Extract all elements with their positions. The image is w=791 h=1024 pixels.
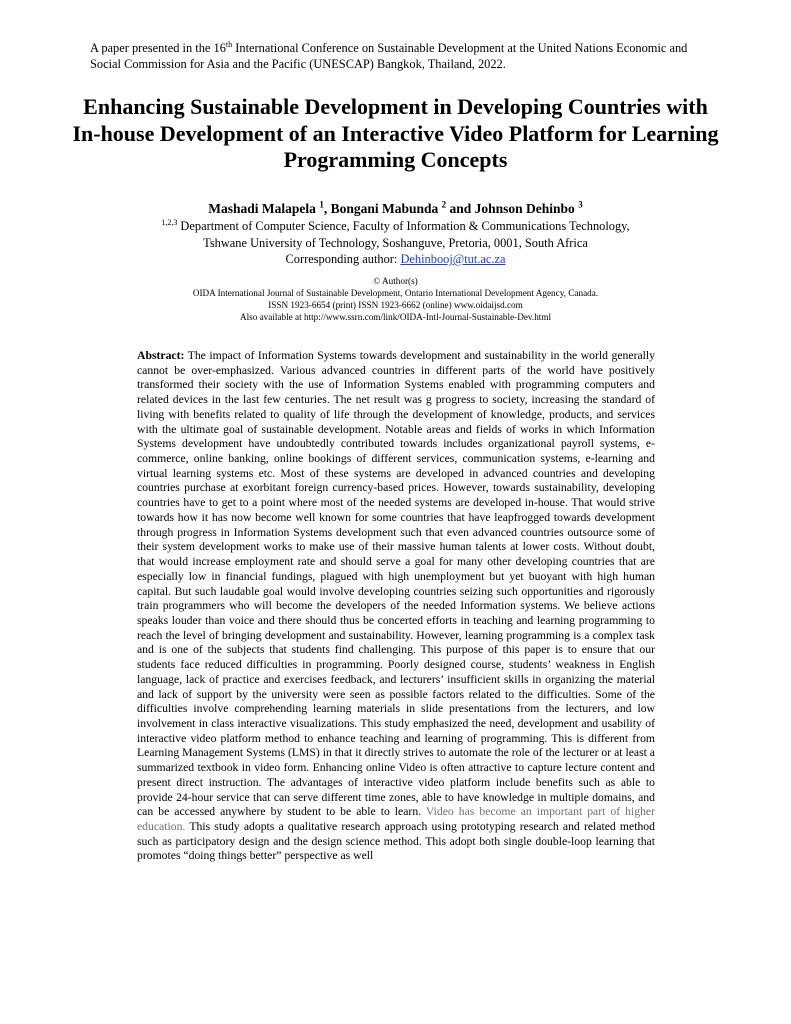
author-1: Mashadi Malapela	[208, 201, 316, 216]
issn-line: ISSN 1923-6654 (print) ISSN 1923-6662 (online) www.oidaijsd.com	[268, 300, 523, 310]
abstract	[137, 349, 655, 864]
availability-line: Also available at http://www.ssrn.com/link/OIDA-Intl-Journal-Sustainable-Dev.html	[239, 312, 552, 322]
author-list	[70, 200, 721, 217]
journal-info	[70, 275, 721, 323]
affiliation-line-1	[70, 218, 721, 235]
conference-note-ordinal: th	[225, 39, 233, 49]
conference-note-post: International Conference on Sustainable Development at the United Nations Economic and Social Commission for Asia and the Pacific (UNESCAP) Bangkok, Thailand, 2022.	[90, 41, 688, 71]
affiliation-marks: 1,2,3	[161, 217, 178, 227]
affiliation-line-2: Tshwane University of Technology, Soshanguve, Pretoria, 0001, South Africa	[203, 235, 588, 250]
affiliation-department: Department of Computer Science, Faculty of Information & Communications Technology,	[177, 219, 630, 233]
copyright-line: © Author(s)	[373, 276, 418, 286]
journal-name-line: OIDA International Journal of Sustainable Development, Ontario International Development Agency, Canada.	[192, 288, 599, 298]
conference-note-pre: A paper presented in the 16	[90, 41, 226, 55]
author-2-affil-mark: 2	[441, 199, 447, 210]
author-separator: ,	[323, 201, 331, 216]
corresponding-author-label: Corresponding author:	[285, 252, 401, 266]
affiliation	[70, 218, 721, 268]
conference-note	[90, 40, 710, 72]
paper-title: Enhancing Sustainable Development in Developing Countries with In-house Development of an Interactive Video Platform for Learning Programming Concepts	[72, 94, 719, 172]
author-2: Bongani Mabunda	[330, 201, 439, 216]
corresponding-author-email-link[interactable]: Dehinbooj@tut.ac.za	[400, 252, 506, 266]
corresponding-author	[70, 251, 721, 268]
abstract-gray-sentence: Video has become an important part of higher education.	[137, 805, 655, 833]
abstract-body: The impact of Information Systems towards development and sustainability in the world generally cannot be over-emphasized. Various advanced countries in different parts of the world have positively transformed their society with the use of Information Systems enabled with programming computers and related devices in the last few centuries. The net result was g progress to society, increasing the standard of living with benefits related to quality of life through the development of knowledge, products, and services with the ultimate goal of sustainable development. Notable areas and fields of works in which Information Systems development have undoubtedly contributed towards includes organizational payroll systems, e-commerce, online banking, online bookings of different services, communication systems, e-learning and virtual learning systems etc. Most of these systems are developed in advanced countries and developing countries purchase at exorbitant foreign currency-based prices. However, towards sustainability, developing countries have to get to a point where most of the needed systems are developed in-house. That would strive towards how it has now become well known for some countries that have leapfrogged towards development through progress in Information Systems development such that even advanced countries outsource some of their system development works to make use of their massive human talents at lower costs. Without doubt, that would increase employment rate and should serve a goal for many other developing countries that are especially low in financial fundings, plagued with high unemployment but yet buoyant with high human capital. But such laudable goal would involve developing countries seizing such opportunities and rigorously train programmers who will become the developers of the needed Information systems. We believe actions speaks louder than voice and there should thus be concerted efforts in teaching and learning programming to reach the level of bringing development and sustainability. However, learning programming is a complex task and is one of the subjects that students find challenging. This purpose of this paper is to ensure that our students face reduced difficulties in programming. Poorly designed course, students’ weakness in English language, lack of practice and exercises feedback, and lecturers’ insufficient skills in organizing the material and lack of support by the university were seen as possible factors related to the difficulties. Some of the difficulties involve comprehending learning materials in slide presentations from the lecturers, and low involvement in class interactive visualizations. This study emphasized the need, development and usability of interactive video platform method to enhance teaching and learning of programming. This is different from Learning Management Systems (LMS) in that it directly strives to automate the role of the lecturer or at least a summarized textbook in video form. Enhancing online Video is often attractive to capture lecture content and present direct instruction. The advantages of interactive video platform include benefits such as able to provide 24-hour service that can serve different time zones, able to have knowledge in multiple domains, and can be accessed anywhere by student to be able to learn.	[137, 349, 655, 819]
abstract-label: Abstract:	[137, 349, 185, 362]
abstract-body-end: This study adopts a qualitative research approach using prototyping research and related method such as participatory design and the design science method. This adopt both single double-loop learning that promotes “doing things better” perspective as well	[137, 820, 655, 863]
author-3: Johnson Dehinbo	[474, 201, 575, 216]
author-separator: and	[446, 201, 475, 216]
author-1-affil-mark: 1	[319, 199, 324, 210]
author-3-affil-mark: 3	[578, 199, 583, 210]
